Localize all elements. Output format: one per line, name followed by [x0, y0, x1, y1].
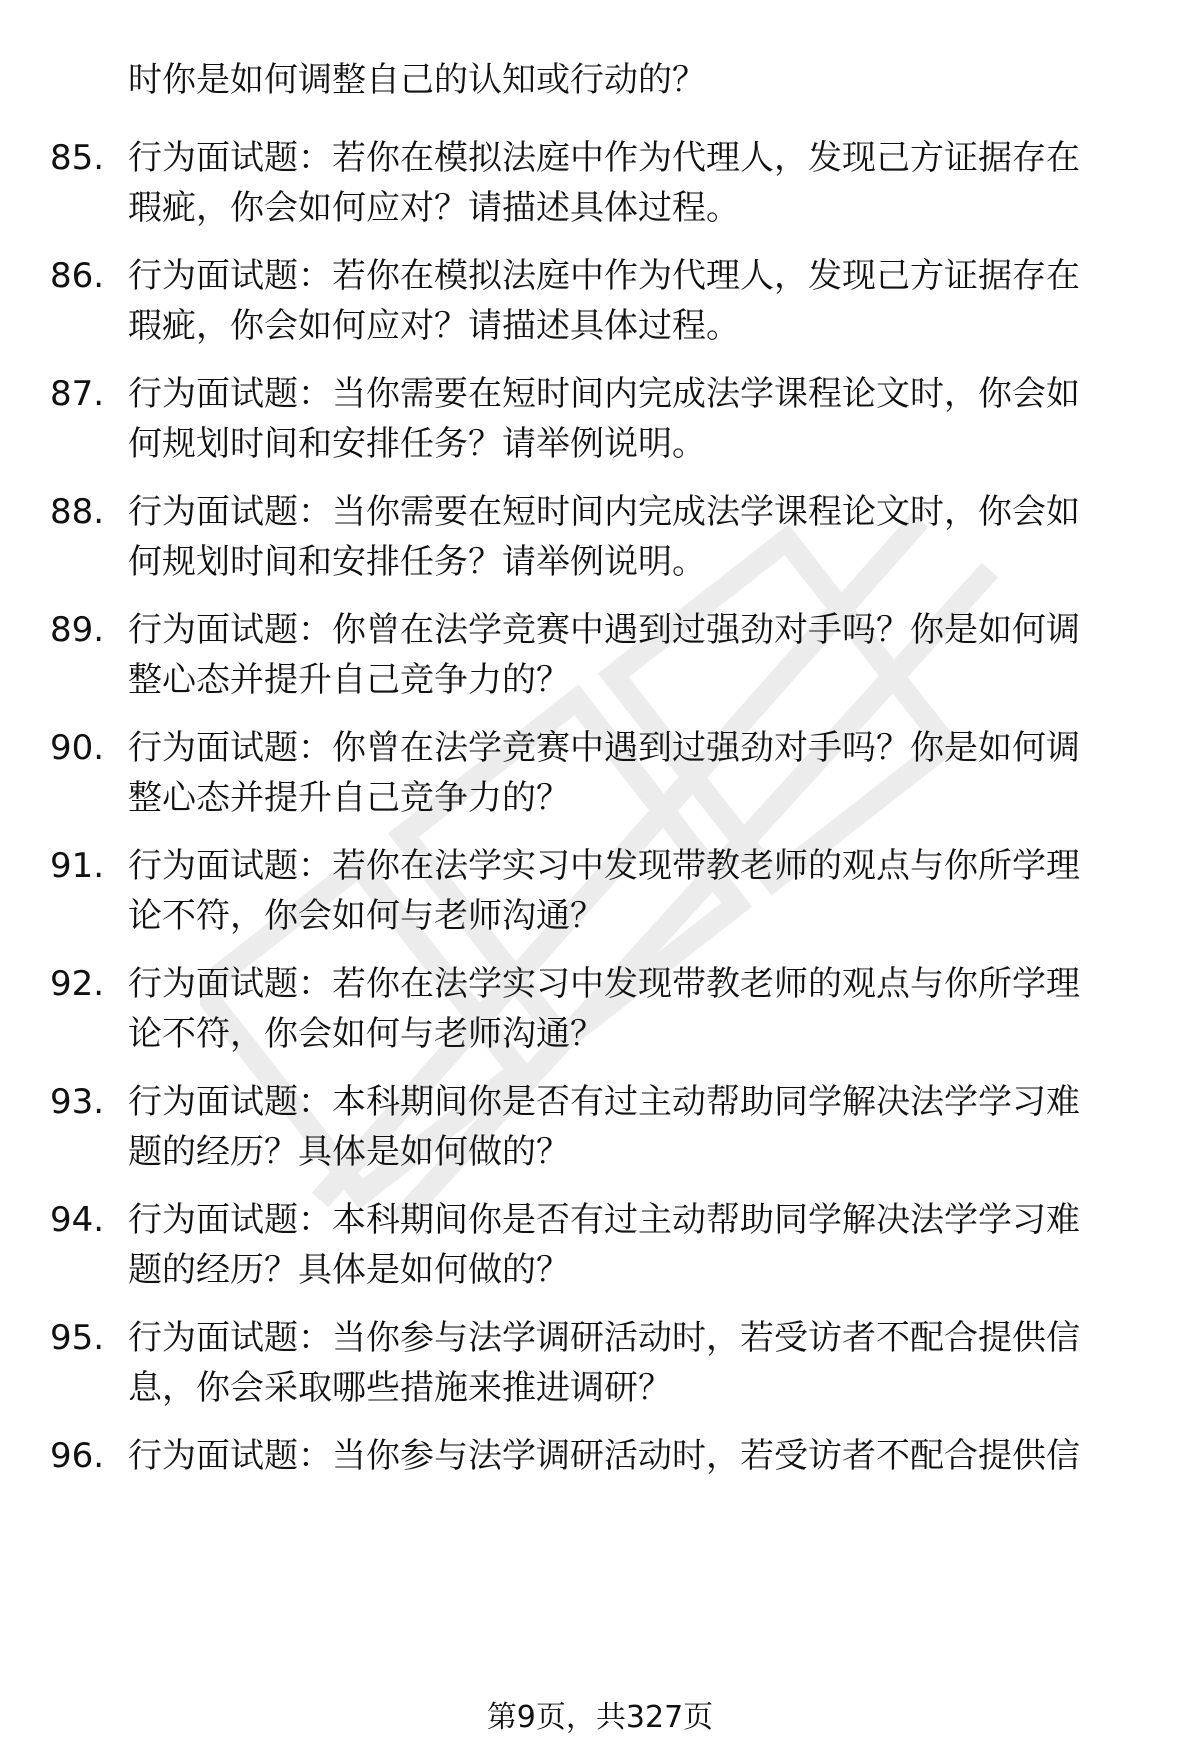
- item-number: 90.: [50, 728, 105, 768]
- item-text-line-2: 息，你会采取哪些措施来推进调研？: [128, 1368, 672, 1408]
- item-text-line-2: 整心态并提升自己竞争力的？: [128, 778, 570, 818]
- item-text-line-1: 行为面试题：本科期间你是否有过主动帮助同学解决法学学习难: [128, 1200, 1080, 1240]
- item-text-line-1: 行为面试题：当你需要在短时间内完成法学课程论文时，你会如: [128, 492, 1080, 532]
- item-number: 86.: [50, 256, 105, 296]
- item-number: 96.: [50, 1436, 105, 1476]
- item-text-line-2: 何规划时间和安排任务？请举例说明。: [128, 542, 706, 582]
- item-number: 87.: [50, 374, 105, 414]
- item-text-line-1: 行为面试题：你曾在法学竞赛中遇到过强劲对手吗？你是如何调: [128, 610, 1080, 650]
- item-number: 93.: [50, 1082, 105, 1122]
- item-text-line-1: 行为面试题：当你需要在短时间内完成法学课程论文时，你会如: [128, 374, 1080, 414]
- item-number: 94.: [50, 1200, 105, 1240]
- item-text-line-2: 瑕疵，你会如何应对？请描述具体过程。: [128, 188, 740, 228]
- continuation-line: 时你是如何调整自己的认知或行动的？: [128, 60, 706, 100]
- item-text-line-2: 论不符，你会如何与老师沟通？: [128, 896, 604, 936]
- item-text-line-1: 行为面试题：当你参与法学调研活动时，若受访者不配合提供信: [128, 1318, 1080, 1358]
- item-text-line-2: 论不符，你会如何与老师沟通？: [128, 1014, 604, 1054]
- item-text-line-2: 瑕疵，你会如何应对？请描述具体过程。: [128, 306, 740, 346]
- item-text-line-1: 行为面试题：本科期间你是否有过主动帮助同学解决法学学习难: [128, 1082, 1080, 1122]
- item-number: 89.: [50, 610, 105, 650]
- item-text-line-1: 行为面试题：若你在法学实习中发现带教老师的观点与你所学理: [128, 964, 1080, 1004]
- item-text-line-2: [128, 1482, 1200, 1532]
- item-text-line-2: 题的经历？具体是如何做的？: [128, 1132, 570, 1172]
- item-text-line-2: 整心态并提升自己竞争力的？: [128, 660, 570, 700]
- item-number: 85.: [50, 138, 105, 178]
- item-text-line-1: 行为面试题：若你在法学实习中发现带教老师的观点与你所学理: [128, 846, 1080, 886]
- item-number: 95.: [50, 1318, 105, 1358]
- item-number: 91.: [50, 846, 105, 886]
- page-footer: 第9页，共327页: [486, 1700, 714, 1735]
- item-number: 88.: [50, 492, 105, 532]
- item-text-line-2: 何规划时间和安排任务？请举例说明。: [128, 424, 706, 464]
- item-text-line-1: 行为面试题：你曾在法学竞赛中遇到过强劲对手吗？你是如何调: [128, 728, 1080, 768]
- item-text-line-2: 题的经历？具体是如何做的？: [128, 1250, 570, 1290]
- item-text-line-1: 行为面试题：若你在模拟法庭中作为代理人，发现己方证据存在: [128, 256, 1080, 296]
- item-text-line-1: 行为面试题：若你在模拟法庭中作为代理人，发现己方证据存在: [128, 138, 1080, 178]
- item-number: 92.: [50, 964, 105, 1004]
- item-text-line-1: 行为面试题：当你参与法学调研活动时，若受访者不配合提供信: [128, 1436, 1080, 1476]
